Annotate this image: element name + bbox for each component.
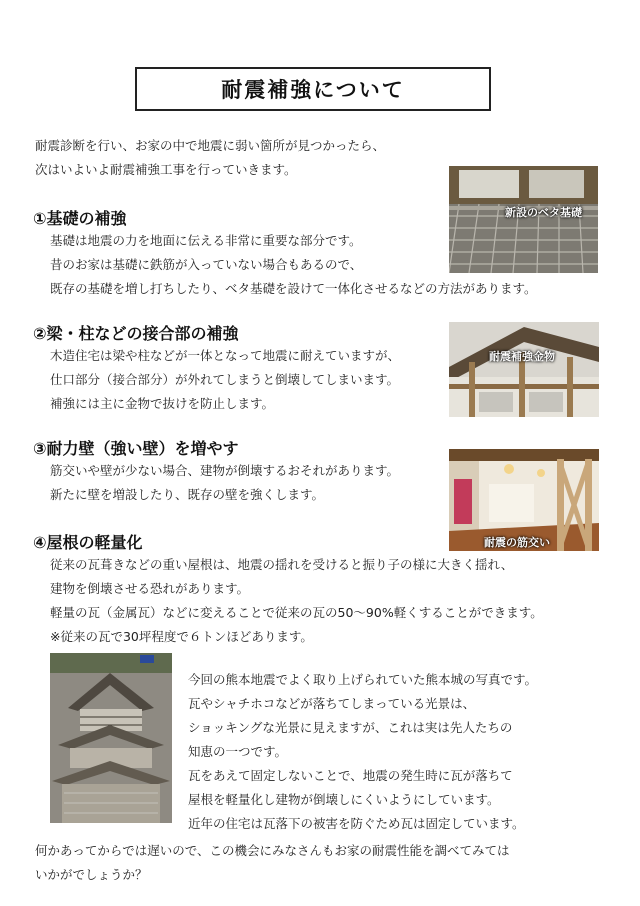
section-1-line-1: 基礎は地震の力を地面に伝える非常に重要な部分です。 [50, 233, 362, 248]
castle-text-line-6: 屋根を軽量化し建物が倒壊しにくいようにしています。 [188, 792, 500, 807]
castle-text-line-4: 知恵の一つです。 [188, 744, 288, 759]
closing-line-1: 何かあってからでは遅いので、この機会にみなさんもお家の耐震性能を調べてみては [35, 843, 510, 858]
castle-text-line-3: ショッキングな光景に見えますが、これは実は先人たちの [188, 720, 513, 735]
foundation-photo-caption: 新設のベタ基礎 [505, 206, 582, 219]
section-1-line-3: 既存の基礎を増し打ちしたり、ベタ基礎を設けて一体化させるなどの方法があります。 [50, 281, 537, 296]
section-2-line-2: 仕口部分（接合部分）が外れてしまうと倒壊してしまいます。 [50, 372, 400, 387]
kumamoto-castle-photo [50, 653, 172, 823]
section-heading-joints: ②梁・柱などの接合部の補強 [33, 324, 239, 343]
section-4-line-4: ※従来の瓦で30坪程度で６トンほどあります。 [50, 629, 313, 644]
castle-text-line-5: 瓦をあえて固定しないことで、地震の発生時に瓦が落ちて [188, 768, 513, 783]
section-heading-foundation: ①基礎の補強 [33, 209, 127, 228]
section-heading-walls: ③耐力壁（強い壁）を増やす [33, 439, 239, 458]
section-4-line-2: 建物を倒壊させる恐れがあります。 [50, 581, 250, 596]
section-3-line-2: 新たに壁を増設したり、既存の壁を強くします。 [50, 487, 325, 502]
castle-text-line-7: 近年の住宅は瓦落下の被害を防ぐため瓦は固定しています。 [188, 816, 525, 831]
section-1-line-2: 昔のお家は基礎に鉄筋が入っていない場合もあるので、 [50, 257, 363, 272]
section-2-line-1: 木造住宅は梁や柱などが一体となって地震に耐えていますが、 [50, 348, 401, 363]
page-title: 耐震補強について [221, 78, 405, 102]
foundation-photo [449, 166, 598, 273]
castle-text-line-2: 瓦やシャチホコなどが落ちてしまっている光景は、 [188, 696, 476, 711]
joint-photo-caption: 耐震補強金物 [489, 350, 555, 363]
intro-line-2: 次はいよいよ耐震補強工事を行っていきます。 [35, 162, 297, 177]
section-3-line-1: 筋交いや壁が少ない場合、建物が倒壊するおそれがあります。 [50, 463, 400, 478]
joint-hardware-photo [449, 322, 599, 417]
section-4-line-3: 軽量の瓦（金属瓦）などに変えることで従来の瓦の50～90%軽くすることができます。 [50, 605, 543, 620]
castle-text-line-1: 今回の熊本地震でよく取り上げられていた熊本城の写真です。 [188, 672, 538, 687]
section-2-line-3: 補強には主に金物で抜けを防止します。 [50, 396, 275, 411]
section-4-line-1: 従来の瓦葺きなどの重い屋根は、地震の揺れを受けると振り子の様に大きく揺れ、 [50, 557, 514, 572]
bracing-photo-caption: 耐震の筋交い [484, 536, 550, 549]
bracing-photo [449, 449, 599, 551]
closing-line-2: いかがでしょうか？ [35, 867, 148, 882]
section-heading-roof: ④屋根の軽量化 [33, 533, 143, 552]
intro-line-1: 耐震診断を行い、お家の中で地震に弱い箇所が見つかったら、 [35, 138, 386, 153]
page-title-box [135, 67, 491, 111]
